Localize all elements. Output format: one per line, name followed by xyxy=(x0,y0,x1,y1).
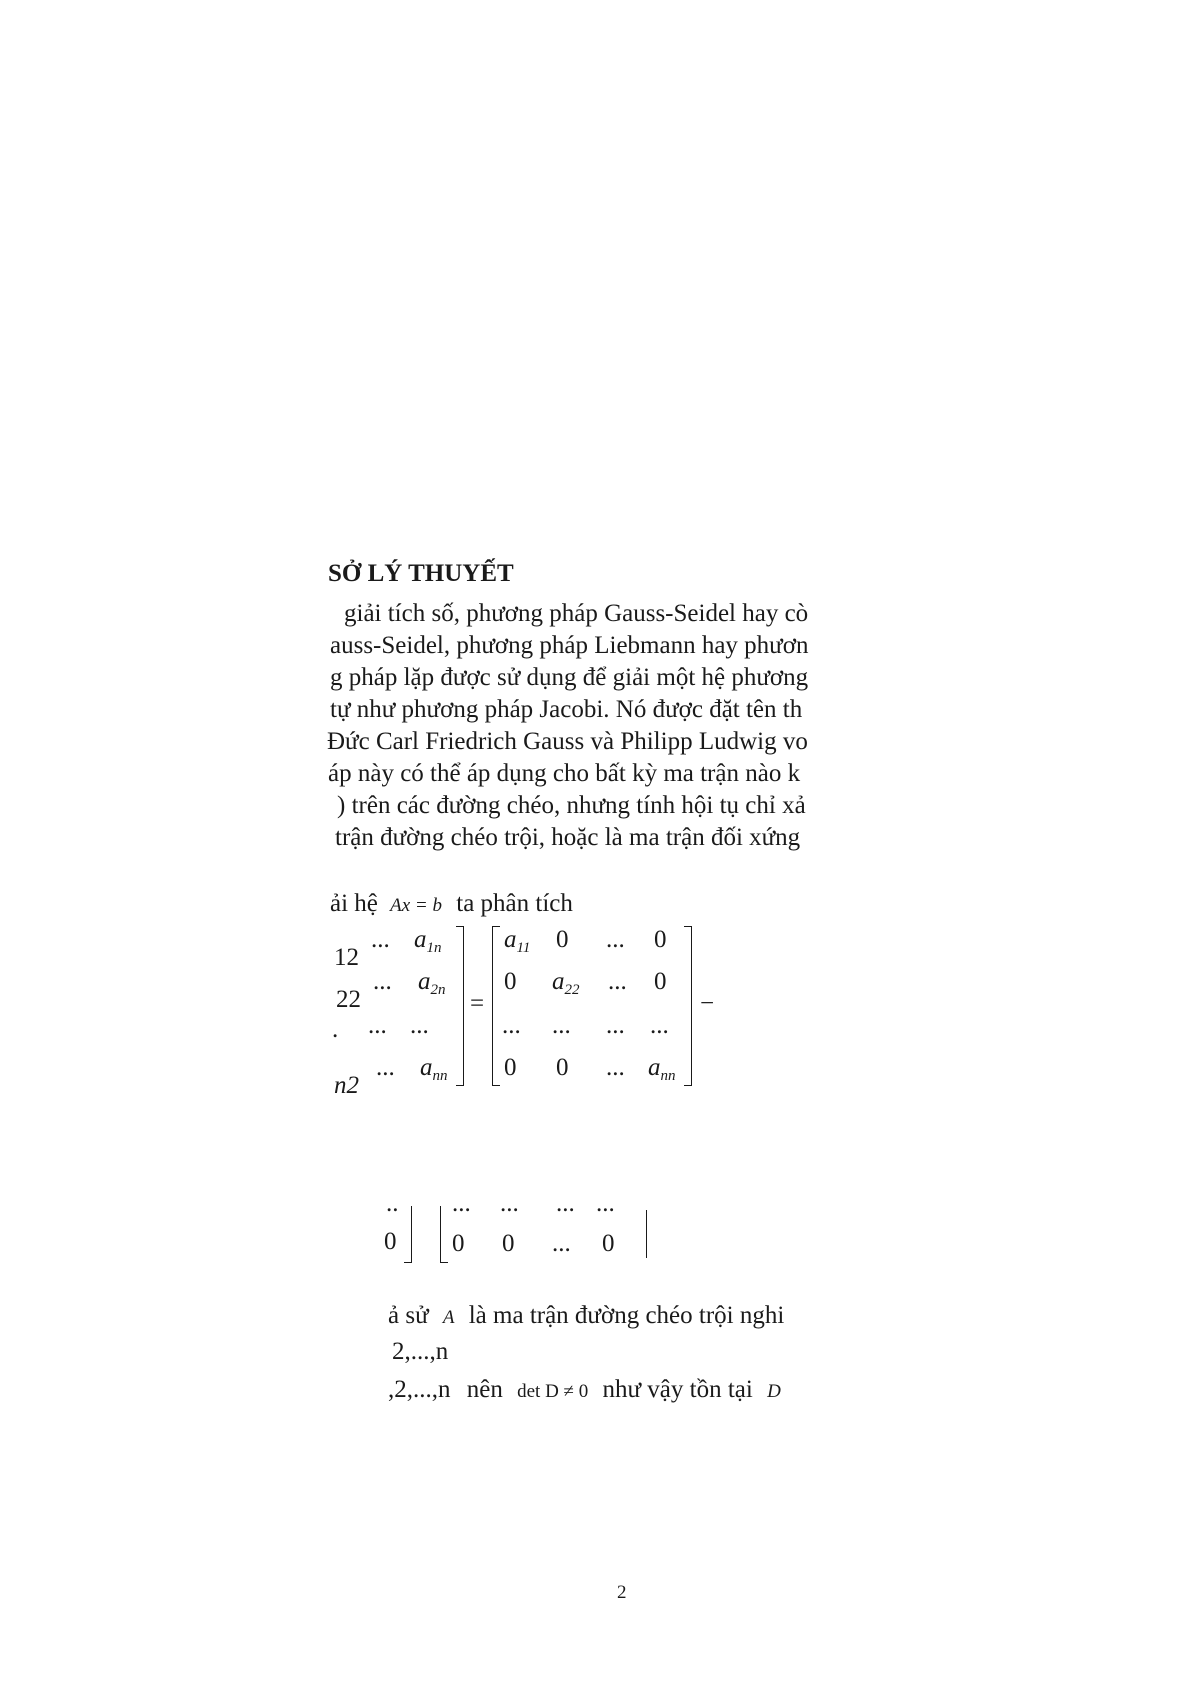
assumption-line xyxy=(388,1302,784,1330)
system-prefix: ải hệ xyxy=(330,890,378,917)
index-line: 2,...,n xyxy=(392,1338,449,1365)
matrix-diag-cell: ... xyxy=(650,1012,669,1039)
matrix-diag-cell: ... xyxy=(606,1012,625,1039)
matrix-left-right-bracket xyxy=(456,926,464,1086)
matrix-left-cell: $a_{1n}$ xyxy=(414,926,442,956)
paragraph-line: trận đường chéo trội, hoặc là ma trận đối xứng xyxy=(335,824,801,851)
paragraph-line: g pháp lặp được sử dụng để giải một hệ phương xyxy=(330,664,809,691)
det-line xyxy=(388,1376,781,1404)
matrix-left-cell: $a_{nn}$ xyxy=(420,1054,448,1084)
paragraph-line: giải tích số, phương pháp Gauss-Seidel hay cò xyxy=(344,600,809,627)
assumption-var: A xyxy=(442,1307,455,1328)
matrix-left-cell: ... xyxy=(373,968,392,995)
det-indices: ,2,...,n xyxy=(388,1376,451,1403)
matrix-left-cell: n2 xyxy=(334,1072,359,1099)
fragment-bottom-cell: 0 xyxy=(452,1230,465,1257)
matrix-diag-cell: 0 xyxy=(504,968,517,995)
paragraph-line: ) trên các đường chéo, nhưng tính hội tụ chỉ xả xyxy=(337,792,806,819)
fragment-bottom-cell: 0 xyxy=(602,1230,615,1257)
matrix-left-cell: ... xyxy=(368,1012,387,1039)
fragment-top-dots: ... xyxy=(452,1190,471,1217)
matrix-diag-cell: 0 xyxy=(504,1054,517,1081)
matrix-diag-cell: 0 xyxy=(654,926,667,953)
matrix-diag-cell: ... xyxy=(606,926,625,953)
det-var: D xyxy=(767,1381,781,1402)
det-tail: như vậy tồn tại xyxy=(602,1376,753,1403)
matrix-diag-cell: ... xyxy=(608,968,627,995)
det-word: nên xyxy=(466,1376,503,1403)
matrix-left-cell: 22 xyxy=(336,986,361,1013)
matrix-diagonal-left-bracket xyxy=(492,926,500,1086)
matrix-diag-cell: ... xyxy=(606,1054,625,1081)
matrix-diag-cell: ... xyxy=(502,1012,521,1039)
matrix-diag-cell: 0 xyxy=(556,926,569,953)
matrix-left-cell: ... xyxy=(371,926,390,953)
matrix-diag-cell: 0 xyxy=(654,968,667,995)
matrix-diag-cell: $a_{22}$ xyxy=(552,968,580,998)
matrix-diag-cell: $a_{11}$ xyxy=(504,926,531,956)
system-line xyxy=(330,890,573,918)
fragment-bottom-cell: ... xyxy=(552,1230,571,1257)
section-heading: SỞ LÝ THUYẾT xyxy=(328,560,514,587)
fragment-top-dots: ... xyxy=(500,1190,519,1217)
assumption-suffix: là ma trận đường chéo trội nghi xyxy=(468,1302,785,1329)
fragment-left-bracket xyxy=(440,1206,448,1263)
matrix-left-cell: ... xyxy=(410,1012,429,1039)
equals-sign: = xyxy=(470,990,485,1017)
paragraph-line: áp này có thể áp dụng cho bất kỳ ma trận nào k xyxy=(328,760,801,787)
paragraph-line: auss-Seidel, phương pháp Liebmann hay phươn xyxy=(330,632,809,659)
fragment-top-dots: ... xyxy=(596,1190,615,1217)
matrix-diagonal-right-bracket xyxy=(684,926,692,1086)
page-number: 2 xyxy=(617,1582,627,1603)
fragment-bottom-cell: 0 xyxy=(502,1230,515,1257)
system-equation: Ax = b xyxy=(390,895,443,916)
matrix-diag-cell: ... xyxy=(552,1012,571,1039)
matrix-diag-cell: 0 xyxy=(556,1054,569,1081)
matrix-left-cell: . xyxy=(332,1016,339,1043)
assumption-prefix: ả sử xyxy=(388,1302,429,1329)
matrix-left-cell: 12 xyxy=(334,944,359,971)
matrix-left-cell: ... xyxy=(376,1054,395,1081)
fragment-right-bracket xyxy=(404,1206,412,1263)
fragment-top-dots: ... xyxy=(556,1190,575,1217)
det-expression: det D ≠ 0 xyxy=(517,1381,589,1402)
matrix-diag-cell: $a_{nn}$ xyxy=(648,1054,676,1084)
paragraph-line: tự như phương pháp Jacobi. Nó được đặt tên th xyxy=(330,696,803,723)
minus-sign: − xyxy=(700,990,715,1017)
fragment-zero: 0 xyxy=(384,1228,397,1255)
system-suffix: ta phân tích xyxy=(456,890,573,917)
fragment-dots: .. xyxy=(386,1190,399,1217)
fragment-closing-bracket xyxy=(646,1210,647,1258)
matrix-left-cell: $a_{2n}$ xyxy=(418,968,446,998)
paragraph-line: Đức Carl Friedrich Gauss và Philipp Ludwig vo xyxy=(327,728,808,755)
